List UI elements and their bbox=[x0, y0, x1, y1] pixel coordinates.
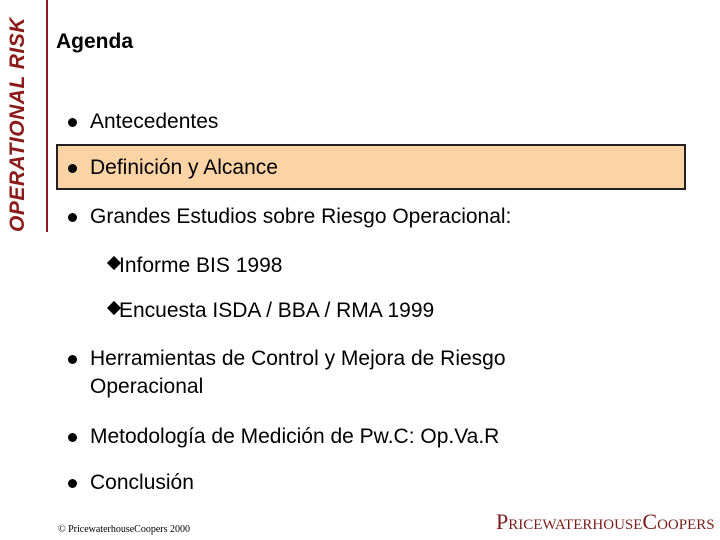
agenda-item-antecedentes: Antecedentes bbox=[90, 110, 219, 133]
bullet-icon bbox=[68, 479, 77, 488]
bullet-icon bbox=[68, 213, 77, 222]
agenda-item-conclusion: Conclusión bbox=[90, 471, 194, 494]
bullet-icon bbox=[68, 164, 77, 173]
page-title: Agenda bbox=[56, 30, 134, 53]
company-logo bbox=[496, 510, 720, 534]
bullet-icon bbox=[68, 433, 77, 442]
bullet-icon bbox=[68, 118, 77, 127]
sidebar bbox=[0, 0, 46, 540]
copyright-notice: © PricewaterhouseCoopers 2000 bbox=[58, 524, 191, 535]
agenda-item-metodologia: Metodología de Medición de Pw.C: Op.Va.R bbox=[90, 425, 500, 448]
subitem-informe-bis: Informe BIS 1998 bbox=[119, 254, 283, 277]
sidebar-title: OPERATIONAL RISK bbox=[6, 17, 29, 232]
agenda-item-herramientas-line2: Operacional bbox=[90, 375, 204, 398]
sidebar-divider bbox=[46, 0, 48, 232]
logo-text: PricewaterhouseCoopers bbox=[496, 509, 715, 534]
agenda-item-definicion: Definición y Alcance bbox=[90, 156, 278, 179]
agenda-item-estudios: Grandes Estudios sobre Riesgo Operacional: bbox=[90, 205, 512, 228]
subitem-encuesta-isda: Encuesta ISDA / BBA / RMA 1999 bbox=[119, 299, 435, 322]
agenda-item-herramientas-line1: Herramientas de Control y Mejora de Riesgo bbox=[90, 347, 506, 370]
bullet-icon bbox=[68, 355, 77, 364]
